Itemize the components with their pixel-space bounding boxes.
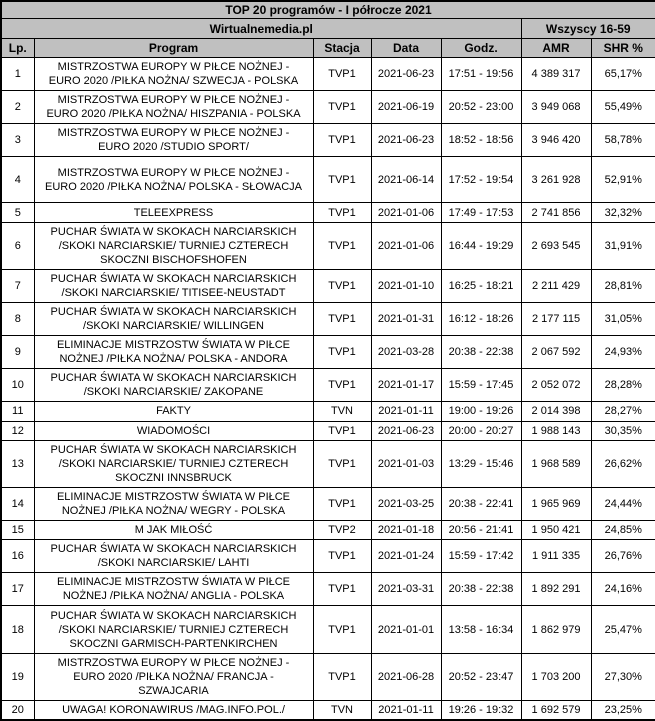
cell-program: PUCHAR ŚWIATA W SKOKACH NARCIARSKICH /SKOKI NARCIARSKIE/ WILLINGEN [34,302,313,335]
cell-shr: 31,91% [591,222,655,269]
cell-amr: 3 261 928 [521,157,591,203]
cell-shr: 28,28% [591,369,655,402]
cell-rank: 3 [1,124,34,157]
cell-shr: 58,78% [591,124,655,157]
title-row [1,1,655,19]
table-row [1,157,655,203]
cell-program: PUCHAR ŚWIATA W SKOKACH NARCIARSKICH /SKOKI NARCIARSKIE/ TURNIEJ CZTERECH SKOCZNI INNSBRUCK [34,440,313,487]
cell-rank: 9 [1,336,34,369]
cell-rank: 10 [1,369,34,402]
cell-time: 20:56 - 21:41 [441,521,521,540]
cell-station: TVP1 [313,369,371,402]
cell-time: 16:12 - 18:26 [441,302,521,335]
cell-time: 18:52 - 18:56 [441,124,521,157]
cell-rank: 5 [1,203,34,222]
cell-program: MISTRZOSTWA EUROPY W PIŁCE NOŻNEJ - EURO 2020 /PIŁKA NOŻNA/ FRANCJA - SZWAJCARIA [34,653,313,700]
cell-program: TELEEXPRESS [34,203,313,222]
cell-time: 20:52 - 23:00 [441,91,521,124]
source-row [1,19,655,39]
cell-date: 2021-01-03 [371,440,441,487]
cell-time: 16:25 - 18:21 [441,269,521,302]
cell-shr: 32,32% [591,203,655,222]
table-row [1,573,655,606]
cell-shr: 24,44% [591,487,655,520]
table-row [1,606,655,653]
cell-station: TVP1 [313,58,371,91]
cell-time: 17:51 - 19:56 [441,58,521,91]
cell-date: 2021-01-06 [371,203,441,222]
cell-station: TVP1 [313,487,371,520]
table-row [1,269,655,302]
cell-date: 2021-01-11 [371,701,441,721]
cell-rank: 1 [1,58,34,91]
cell-rank: 4 [1,157,34,203]
table-row [1,540,655,573]
cell-station: TVP2 [313,521,371,540]
cell-amr: 1 862 979 [521,606,591,653]
cell-amr: 1 950 421 [521,521,591,540]
table-row [1,487,655,520]
column-header-lp: Lp. [1,39,34,58]
cell-date: 2021-06-23 [371,421,441,440]
table-body [1,58,655,721]
cell-time: 20:00 - 20:27 [441,421,521,440]
cell-date: 2021-01-11 [371,402,441,421]
table-row [1,222,655,269]
cell-rank: 15 [1,521,34,540]
cell-date: 2021-06-14 [371,157,441,203]
cell-shr: 31,05% [591,302,655,335]
cell-amr: 1 911 335 [521,540,591,573]
table-row [1,203,655,222]
cell-program: MISTRZOSTWA EUROPY W PIŁCE NOŻNEJ - EURO 2020 /STUDIO SPORT/ [34,124,313,157]
cell-program: PUCHAR ŚWIATA W SKOKACH NARCIARSKICH /SKOKI NARCIARSKIE/ TURNIEJ CZTERECH SKOCZNI GARMISCH-PARTENKIRCHEN [34,606,313,653]
cell-time: 19:26 - 19:32 [441,701,521,721]
cell-station: TVP1 [313,269,371,302]
cell-time: 17:52 - 19:54 [441,157,521,203]
cell-date: 2021-06-19 [371,91,441,124]
table-row [1,440,655,487]
cell-station: TVN [313,402,371,421]
table-row [1,421,655,440]
cell-amr: 1 988 143 [521,421,591,440]
cell-program: MISTRZOSTWA EUROPY W PIŁCE NOŻNEJ - EURO 2020 /PIŁKA NOŻNA/ POLSKA - SŁOWACJA [34,157,313,203]
cell-station: TVP1 [313,653,371,700]
audience-label: Wszyscy 16-59 [521,19,655,39]
table-row [1,653,655,700]
cell-rank: 17 [1,573,34,606]
table-row [1,302,655,335]
cell-rank: 18 [1,606,34,653]
cell-date: 2021-03-31 [371,573,441,606]
cell-program: MISTRZOSTWA EUROPY W PIŁCE NOŻNEJ - EURO 2020 /PIŁKA NOŻNA/ HISZPANIA - POLSKA [34,91,313,124]
cell-program: PUCHAR ŚWIATA W SKOKACH NARCIARSKICH /SKOKI NARCIARSKIE/ ZAKOPANE [34,369,313,402]
cell-time: 15:59 - 17:45 [441,369,521,402]
cell-shr: 28,81% [591,269,655,302]
cell-shr: 28,27% [591,402,655,421]
cell-station: TVN [313,701,371,721]
cell-amr: 2 052 072 [521,369,591,402]
cell-time: 20:52 - 23:47 [441,653,521,700]
cell-shr: 24,16% [591,573,655,606]
cell-date: 2021-06-28 [371,653,441,700]
table-header [1,1,655,58]
cell-date: 2021-03-28 [371,336,441,369]
cell-amr: 1 692 579 [521,701,591,721]
column-header-shr: SHR % [591,39,655,58]
cell-amr: 2 693 545 [521,222,591,269]
source-label: Wirtualnemedia.pl [1,19,521,39]
cell-program: ELIMINACJE MISTRZOSTW ŚWIATA W PIŁCE NOŻNEJ /PIŁKA NOŻNA/ POLSKA - ANDORA [34,336,313,369]
table-row [1,402,655,421]
cell-station: TVP1 [313,91,371,124]
cell-program: UWAGA! KORONAWIRUS /MAG.INFO.POL./ [34,701,313,721]
cell-station: TVP1 [313,540,371,573]
cell-station: TVP1 [313,440,371,487]
cell-time: 20:38 - 22:38 [441,573,521,606]
table-row [1,521,655,540]
cell-shr: 23,25% [591,701,655,721]
cell-shr: 52,91% [591,157,655,203]
cell-date: 2021-01-10 [371,269,441,302]
cell-rank: 2 [1,91,34,124]
cell-station: TVP1 [313,336,371,369]
cell-date: 2021-01-31 [371,302,441,335]
cell-shr: 26,62% [591,440,655,487]
column-header-program: Program [34,39,313,58]
cell-rank: 7 [1,269,34,302]
cell-program: ELIMINACJE MISTRZOSTW ŚWIATA W PIŁCE NOŻNEJ /PIŁKA NOŻNA/ ANGLIA - POLSKA [34,573,313,606]
column-header-amr: AMR [521,39,591,58]
cell-time: 13:58 - 16:34 [441,606,521,653]
cell-amr: 1 965 969 [521,487,591,520]
cell-shr: 24,93% [591,336,655,369]
cell-time: 16:44 - 19:29 [441,222,521,269]
cell-amr: 2 067 592 [521,336,591,369]
cell-amr: 2 741 856 [521,203,591,222]
cell-amr: 1 703 200 [521,653,591,700]
cell-rank: 13 [1,440,34,487]
cell-amr: 4 389 317 [521,58,591,91]
cell-time: 17:49 - 17:53 [441,203,521,222]
table-title: TOP 20 programów - I półrocze 2021 [1,1,655,19]
cell-date: 2021-01-17 [371,369,441,402]
cell-amr: 2 014 398 [521,402,591,421]
cell-time: 19:00 - 19:26 [441,402,521,421]
table-row [1,58,655,91]
column-header-godz: Godz. [441,39,521,58]
cell-shr: 26,76% [591,540,655,573]
cell-shr: 24,85% [591,521,655,540]
table-row [1,124,655,157]
cell-station: TVP1 [313,606,371,653]
cell-shr: 65,17% [591,58,655,91]
cell-amr: 3 946 420 [521,124,591,157]
column-header-data: Data [371,39,441,58]
table-row [1,369,655,402]
cell-rank: 14 [1,487,34,520]
cell-date: 2021-06-23 [371,124,441,157]
cell-date: 2021-06-23 [371,58,441,91]
table-row [1,336,655,369]
cell-amr: 2 211 429 [521,269,591,302]
cell-station: TVP1 [313,222,371,269]
cell-rank: 20 [1,701,34,721]
cell-rank: 8 [1,302,34,335]
cell-rank: 16 [1,540,34,573]
cell-time: 20:38 - 22:38 [441,336,521,369]
cell-date: 2021-01-06 [371,222,441,269]
cell-shr: 55,49% [591,91,655,124]
table-row [1,701,655,721]
cell-date: 2021-01-24 [371,540,441,573]
cell-time: 15:59 - 17:42 [441,540,521,573]
cell-station: TVP1 [313,124,371,157]
cell-program: PUCHAR ŚWIATA W SKOKACH NARCIARSKICH /SKOKI NARCIARSKIE/ LAHTI [34,540,313,573]
cell-station: TVP1 [313,157,371,203]
cell-program: FAKTY [34,402,313,421]
cell-program: PUCHAR ŚWIATA W SKOKACH NARCIARSKICH /SKOKI NARCIARSKIE/ TURNIEJ CZTERECH SKOCZNI BISCHOFSHOFEN [34,222,313,269]
cell-rank: 6 [1,222,34,269]
cell-program: MISTRZOSTWA EUROPY W PIŁCE NOŻNEJ - EURO 2020 /PIŁKA NOŻNA/ SZWECJA - POLSKA [34,58,313,91]
cell-shr: 27,30% [591,653,655,700]
cell-amr: 1 968 589 [521,440,591,487]
cell-program: M JAK MIŁOŚĆ [34,521,313,540]
cell-rank: 11 [1,402,34,421]
table-row [1,91,655,124]
cell-station: TVP1 [313,573,371,606]
cell-station: TVP1 [313,302,371,335]
column-header-row [1,39,655,58]
cell-station: TVP1 [313,203,371,222]
cell-program: WIADOMOŚCI [34,421,313,440]
cell-rank: 12 [1,421,34,440]
cell-amr: 1 892 291 [521,573,591,606]
cell-rank: 19 [1,653,34,700]
cell-amr: 2 177 115 [521,302,591,335]
column-header-stacja: Stacja [313,39,371,58]
cell-program: ELIMINACJE MISTRZOSTW ŚWIATA W PIŁCE NOŻNEJ /PIŁKA NOŻNA/ WEGRY - POLSKA [34,487,313,520]
cell-time: 13:29 - 15:46 [441,440,521,487]
cell-time: 20:38 - 22:41 [441,487,521,520]
cell-date: 2021-01-01 [371,606,441,653]
cell-shr: 25,47% [591,606,655,653]
cell-date: 2021-01-18 [371,521,441,540]
cell-shr: 30,35% [591,421,655,440]
cell-date: 2021-03-25 [371,487,441,520]
cell-station: TVP1 [313,421,371,440]
cell-amr: 3 949 068 [521,91,591,124]
cell-program: PUCHAR ŚWIATA W SKOKACH NARCIARSKICH /SKOKI NARCIARSKIE/ TITISEE-NEUSTADT [34,269,313,302]
